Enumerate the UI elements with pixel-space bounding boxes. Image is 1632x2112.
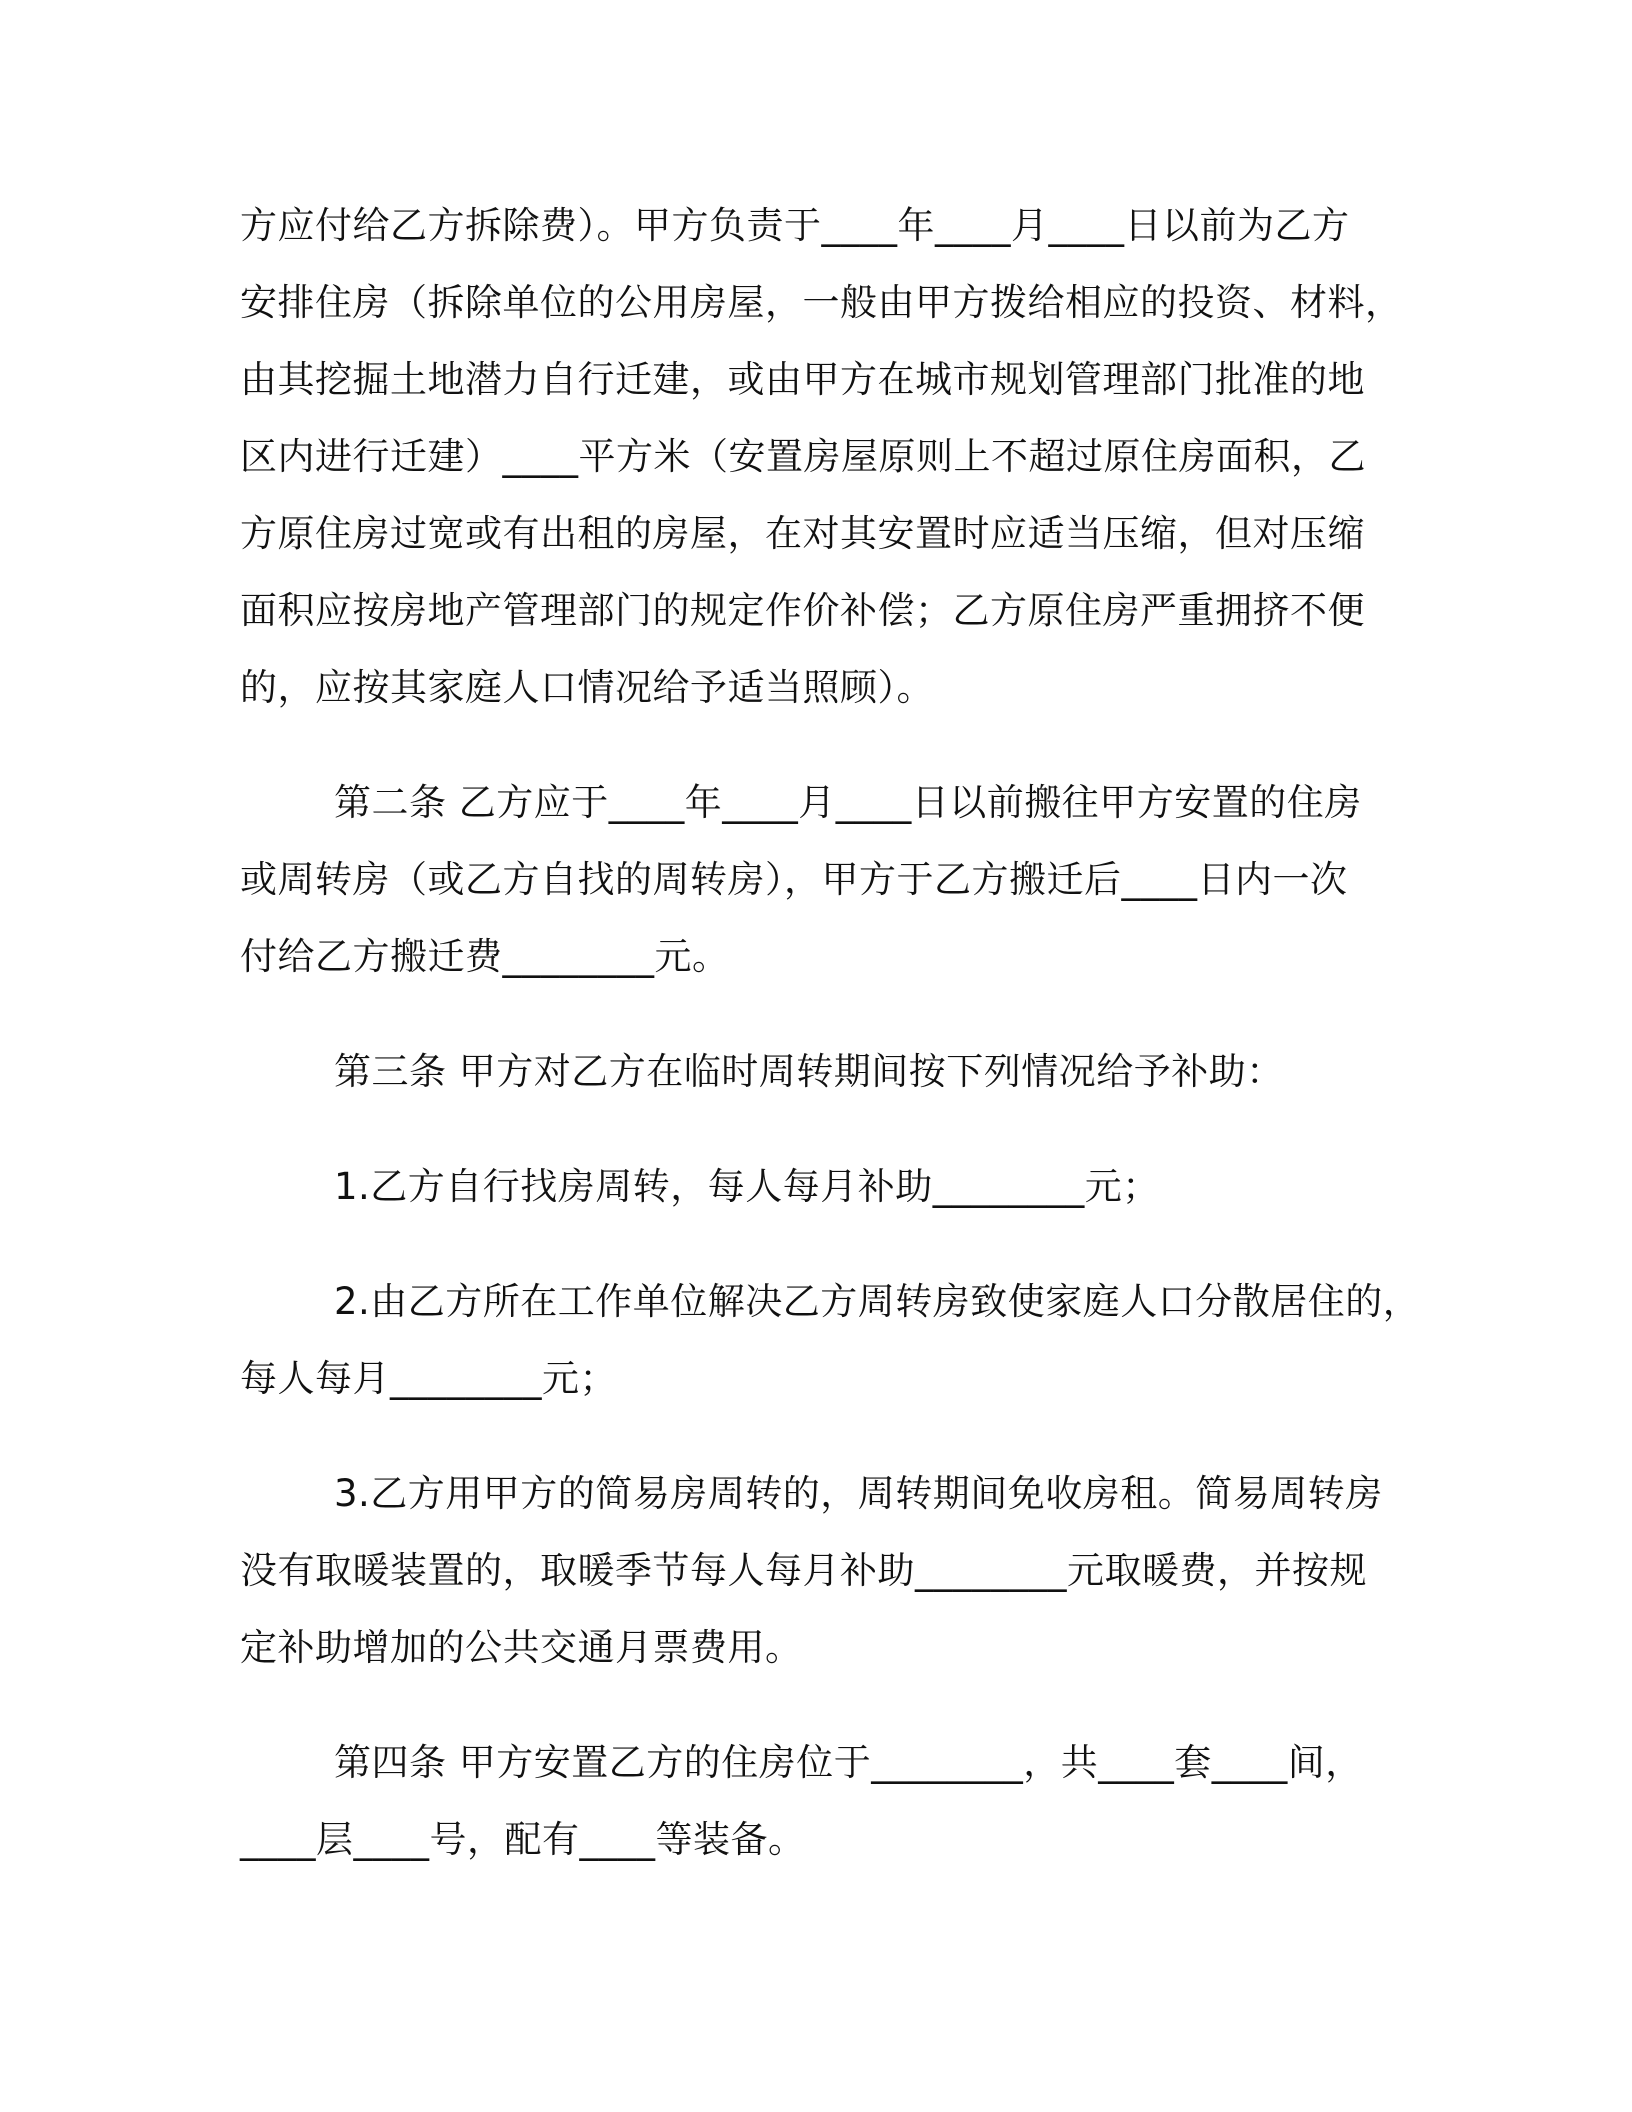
text-line: 2.由乙方所在工作单位解决乙方周转房致使家庭人口分散居住的， — [334, 1280, 1421, 1323]
text-line: 方应付给乙方拆除费）。甲方负责于____年____月____日以前为乙方 — [240, 204, 1350, 247]
text-line: 定补助增加的公共交通月票费用。 — [240, 1626, 803, 1669]
paragraph-gap — [240, 726, 1380, 764]
text-line: 1.乙方自行找房周转，每人每月补助________元； — [334, 1165, 1160, 1208]
text-line: 第四条 甲方安置乙方的住房位于________，共____套____间， — [334, 1741, 1363, 1784]
text-line: 方原住房过宽或有出租的房屋，在对其安置时应适当压缩，但对压缩 — [240, 512, 1365, 555]
paragraph-gap — [240, 1110, 1380, 1148]
paragraph-gap — [240, 1417, 1380, 1455]
paragraph-gap — [240, 995, 1380, 1033]
text-line: 面积应按房地产管理部门的规定作价补偿；乙方原住房严重拥挤不便 — [240, 589, 1365, 632]
text-line: 付给乙方搬迁费________元。 — [240, 935, 730, 978]
document-body — [240, 187, 1421, 1878]
text-line: 区内进行迁建）____平方米（安置房屋原则上不超过原住房面积，乙 — [240, 435, 1366, 478]
text-line: 由其挖掘土地潜力自行迁建，或由甲方在城市规划管理部门批准的地 — [240, 358, 1365, 401]
text-line: 每人每月________元； — [240, 1357, 617, 1400]
paragraph-gap — [240, 1686, 1380, 1724]
text-line: 第二条 乙方应于____年____月____日以前搬往甲方安置的住房 — [334, 781, 1362, 824]
text-line: 没有取暖装置的，取暖季节每人每月补助________元取暖费，并按规 — [240, 1549, 1367, 1592]
text-line: 安排住房（拆除单位的公用房屋，一般由甲方拨给相应的投资、材料， — [240, 281, 1403, 324]
text-line: ____层____号，配有____等装备。 — [240, 1818, 806, 1861]
text-line: 或周转房（或乙方自找的周转房），甲方于乙方搬迁后____日内一次 — [240, 858, 1348, 901]
paragraph-gap — [240, 1225, 1380, 1263]
text-line: 第三条 甲方对乙方在临时周转期间按下列情况给予补助： — [334, 1050, 1284, 1093]
text-line: 3.乙方用甲方的简易房周转的，周转期间免收房租。简易周转房 — [334, 1472, 1383, 1515]
text-line: 的，应按其家庭人口情况给予适当照顾）。 — [240, 666, 934, 709]
